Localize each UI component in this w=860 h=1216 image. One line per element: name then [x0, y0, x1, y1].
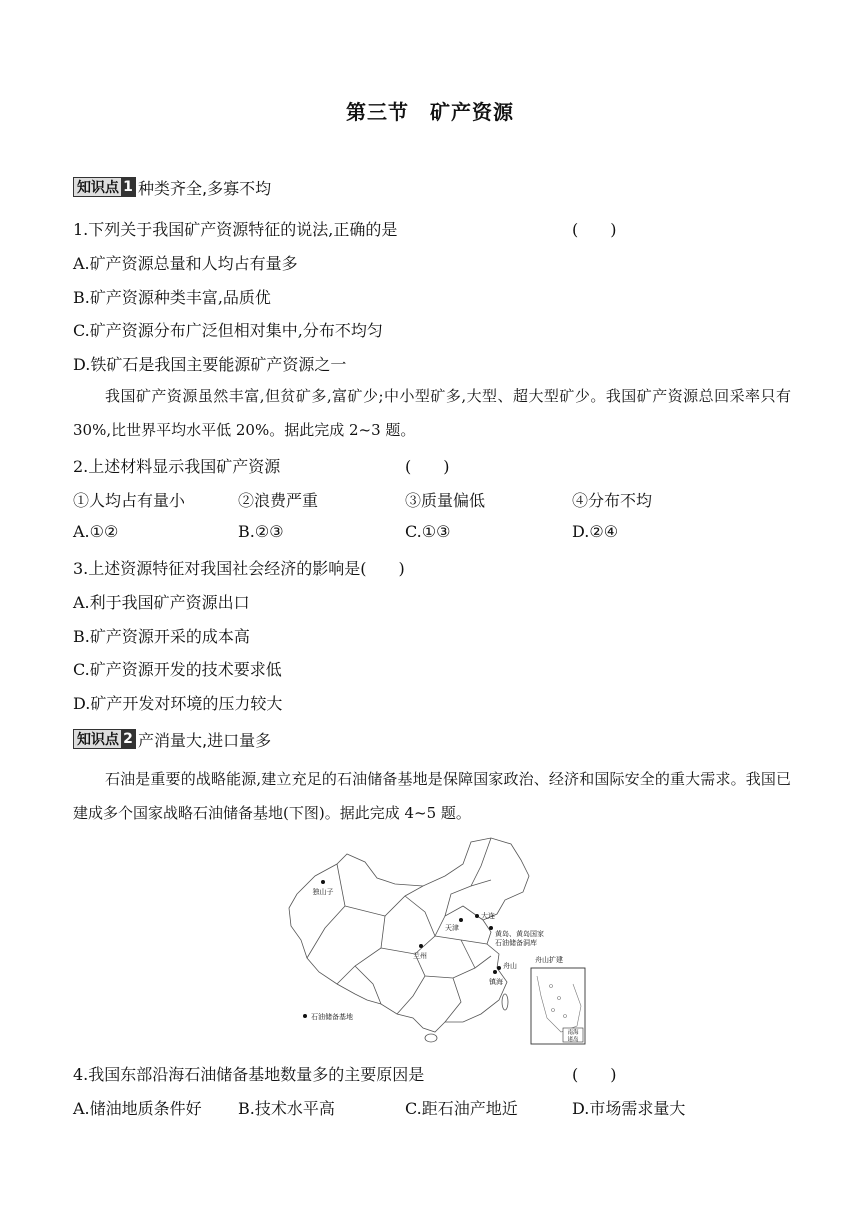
- knowledge-point-1: [73, 176, 271, 198]
- tianjin-dot: [459, 918, 463, 922]
- zhenhai-dot: [493, 970, 497, 974]
- question-1-option-c: C.矿产资源分布广泛但相对集中,分布不均匀: [73, 321, 383, 340]
- question-1-option-b: B.矿产资源种类丰富,品质优: [73, 288, 271, 307]
- material-2: 石油是重要的战略能源,建立充足的石油储备基地是保障国家政治、经济和国际安全的重大需求。我国已建成多个国家战略石油储备基地(下图)。据此完成 4~5 题。: [73, 770, 791, 822]
- zhoushan-expansion-label: 舟山扩建: [535, 956, 563, 964]
- material-1: 我国矿产资源虽然丰富,但贫矿多,富矿少;中小型矿多,大型、超大型矿少。我国矿产资源总回采率只有 30%,比世界平均水平低 20%。据此完成 2~3 题。: [73, 387, 791, 439]
- knowledge-point-heading: 种类齐全,多寡不均: [138, 178, 272, 198]
- question-2-option-d: D.②④: [572, 522, 619, 541]
- question-3-option-b: B.矿产资源开采的成本高: [73, 627, 250, 646]
- question-3-option-a: A.利于我国矿产资源出口: [73, 593, 250, 612]
- question-2-option-b: B.②③: [238, 522, 284, 541]
- dushanzi-label: 独山子: [312, 888, 334, 896]
- huangdao-label: 黄岛、黄岛国家: [495, 930, 544, 938]
- nanhai-label-2: 诸岛: [567, 1037, 579, 1043]
- question-4-option-b: B.技术水平高: [238, 1099, 335, 1118]
- tianjin-label: 天津: [445, 924, 459, 932]
- legend-label: 石油储备基地: [311, 1013, 353, 1021]
- question-4-stem: 4.我国东部沿海石油储备基地数量多的主要原因是: [73, 1065, 425, 1084]
- knowledge-point-badge: [73, 729, 136, 749]
- question-2-item-4: ④分布不均: [572, 491, 653, 510]
- question-2-item-1: ①人均占有量小: [73, 491, 186, 510]
- dalian-label: 大连: [481, 912, 495, 920]
- dalian-dot: [475, 914, 479, 918]
- zhenhai-label: 镇海: [489, 978, 503, 986]
- question-4-option-d: D.市场需求量大: [572, 1099, 686, 1118]
- legend-dot: [303, 1014, 307, 1018]
- question-1-stem: 1.下列关于我国矿产资源特征的说法,正确的是: [73, 220, 398, 239]
- page-title: 第三节 矿产资源: [346, 100, 514, 124]
- knowledge-point-badge-label: 知识点: [77, 180, 119, 196]
- question-4-answer-slot: ( ): [572, 1065, 617, 1084]
- question-2-option-c: C.①③: [405, 522, 451, 541]
- question-3-option-d: D.矿产开发对环境的压力较大: [73, 694, 283, 713]
- question-4-option-a: A.储油地质条件好: [73, 1099, 202, 1118]
- question-2-option-a: A.①②: [73, 522, 119, 541]
- knowledge-point-2: [73, 728, 271, 750]
- lanzhou-label: 兰州: [413, 952, 427, 960]
- zhoushan-label: 舟山: [503, 962, 517, 970]
- question-4-option-c: C.距石油产地近: [405, 1099, 518, 1118]
- knowledge-point-heading: 产消量大,进口量多: [138, 730, 272, 750]
- question-2-item-2: ②浪费严重: [238, 491, 319, 510]
- zhoushan-dot: [497, 966, 501, 970]
- china-oil-reserve-map: [285, 836, 587, 1046]
- knowledge-point-number: 1: [121, 178, 135, 196]
- nanhai-label-1: 南海: [567, 1030, 579, 1036]
- dushanzi-dot: [321, 880, 325, 884]
- question-3-option-c: C.矿产资源开发的技术要求低: [73, 660, 282, 679]
- china-outline: [289, 838, 529, 1032]
- question-1-option-a: A.矿产资源总量和人均占有量多: [73, 254, 298, 273]
- huangdao-label-2: 石油储备洞库: [495, 939, 537, 947]
- knowledge-point-badge-label: 知识点: [77, 732, 119, 748]
- knowledge-point-badge: [73, 177, 136, 197]
- knowledge-point-number: 2: [121, 730, 135, 748]
- huangdao-dot: [489, 926, 493, 930]
- lanzhou-dot: [419, 944, 423, 948]
- question-1-answer-slot: ( ): [572, 220, 617, 239]
- question-2-answer-slot: ( ): [405, 457, 450, 476]
- question-1-option-d: D.铁矿石是我国主要能源矿产资源之一: [73, 355, 347, 374]
- question-2-item-3: ③质量偏低: [405, 491, 486, 510]
- question-3-stem: 3.上述资源特征对我国社会经济的影响是( ): [73, 559, 405, 578]
- question-2-stem: 2.上述材料显示我国矿产资源: [73, 457, 281, 476]
